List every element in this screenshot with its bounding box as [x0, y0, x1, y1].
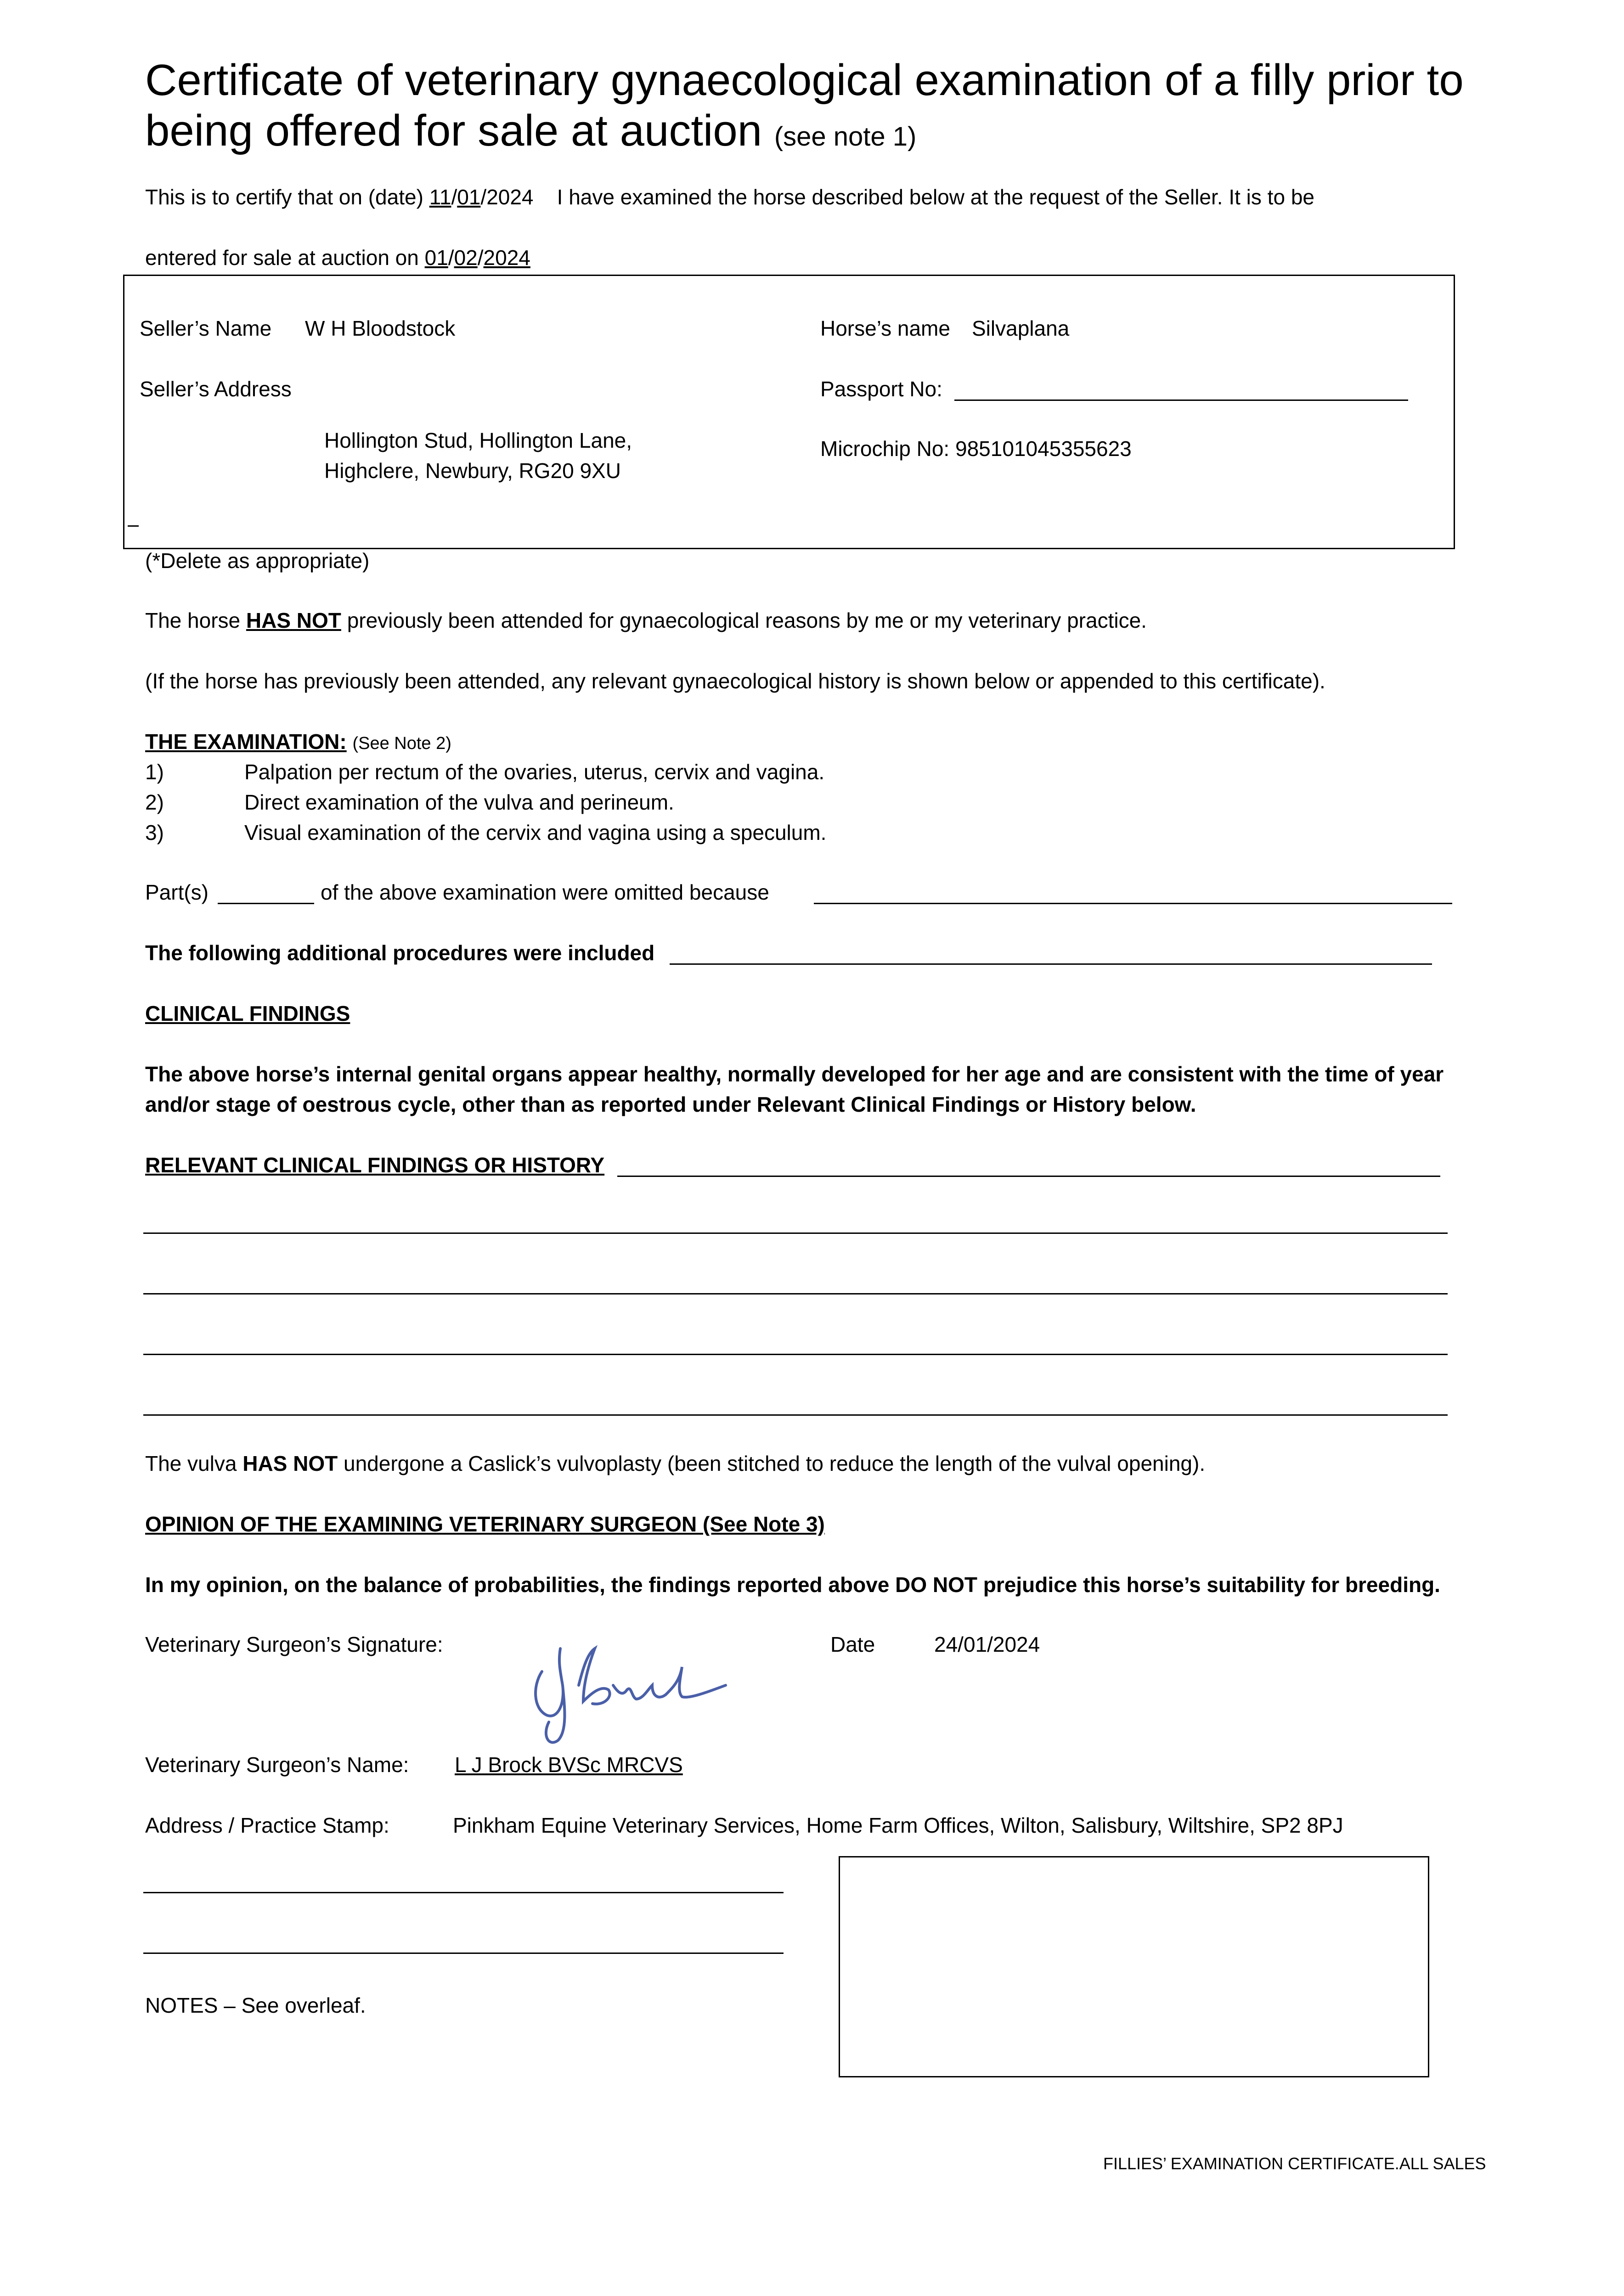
surgeon-name-label: Veterinary Surgeon’s Name:: [145, 1753, 409, 1777]
date-slash: /: [451, 185, 457, 209]
passport-line[interactable]: [954, 400, 1408, 401]
title-line-2: [145, 106, 1592, 162]
exam-date-year: 2024: [486, 185, 534, 209]
examination-heading-text: THE EXAMINATION:: [145, 730, 347, 754]
practice-address-value[interactable]: Pinkham Equine Veterinary Services, Home Farm Offices, Wilton, Salisbury, Wiltshire, SP2 8PJ: [453, 1813, 1343, 1837]
relevant-findings-line-4[interactable]: [143, 1414, 1448, 1416]
delete-note: (*Delete as appropriate): [145, 549, 370, 573]
omitted-pre: Part(s): [145, 880, 209, 904]
exam-item-1-text: Palpation per rectum of the ovaries, uterus, cervix and vagina.: [244, 760, 825, 784]
attended-statement: [145, 606, 1147, 635]
horse-name-label: Horse’s name: [820, 316, 950, 340]
footer: FILLIES’ EXAMINATION CERTIFICATE.ALL SALES: [1103, 2154, 1486, 2173]
date-value[interactable]: 24/01/2024: [934, 1632, 1040, 1656]
auction-date-day: 01: [424, 246, 448, 270]
microchip-label-text: Microchip No:: [820, 437, 950, 461]
title-note: (see note 1): [774, 122, 917, 152]
address-line-1[interactable]: [143, 1892, 784, 1893]
intro-part2: I have examined the horse described below at the request of the Seller. It is to be: [557, 185, 1314, 209]
date-slash: /: [480, 185, 487, 209]
examination-heading: [145, 727, 451, 756]
horse-name-value[interactable]: Silvaplana: [972, 316, 1070, 340]
auction-date-year: 2024: [483, 246, 530, 270]
exam-item-2-num: 2): [145, 790, 164, 814]
attended-pre: The horse: [145, 608, 241, 632]
opinion-heading: OPINION OF THE EXAMINING VETERINARY SURGEON (See Note 3): [145, 1512, 825, 1536]
exam-date-month: 01: [457, 185, 481, 209]
seller-name-value[interactable]: W H Bloodstock: [305, 316, 456, 340]
relevant-findings-line-3[interactable]: [143, 1354, 1448, 1355]
intro-line-1: [145, 183, 1314, 211]
relevant-findings-line-2[interactable]: [143, 1293, 1448, 1294]
title-line-2-text: being offered for sale at auction: [145, 106, 762, 155]
vulva-value: HAS NOT: [242, 1452, 338, 1475]
seller-address-line-2[interactable]: Highclere, Newbury, RG20 9XU: [324, 459, 621, 483]
omitted-mid: of the above examination were omitted because: [321, 880, 769, 904]
clinical-findings-heading: CLINICAL FINDINGS: [145, 1002, 350, 1025]
microchip-label: [820, 434, 1132, 463]
exam-item-1-num: 1): [145, 760, 164, 784]
omitted-reason-line[interactable]: [814, 903, 1452, 904]
relevant-findings-line-0[interactable]: [617, 1176, 1440, 1177]
notes: NOTES – See overleaf.: [145, 1993, 366, 2017]
practice-address-label: Address / Practice Stamp:: [145, 1813, 389, 1837]
attended-note: (If the horse has previously been attended, any relevant gynaecological history is shown below or appended to this certificate).: [145, 669, 1325, 693]
vulva-pre: The vulva: [145, 1452, 237, 1475]
examination-note: (See Note 2): [352, 734, 451, 753]
omitted-parts-line[interactable]: [218, 903, 314, 904]
signature-image: [514, 1616, 735, 1754]
box-mark: [128, 525, 139, 527]
intro-part1: This is to certify that on (date): [145, 185, 423, 209]
attended-value: HAS NOT: [246, 608, 341, 632]
seller-address-label: Seller’s Address: [140, 377, 292, 401]
intro-line-2: [145, 243, 530, 272]
exam-date-day: 11: [429, 185, 451, 209]
opinion-statement: In my opinion, on the balance of probabilities, the findings reported above DO NOT prejudice this horse’s suitability for breeding.: [145, 1573, 1440, 1597]
date-label: Date: [830, 1632, 875, 1656]
attended-post: previously been attended for gynaecological reasons by me or my veterinary practice.: [347, 608, 1147, 632]
clinical-statement-line-2: and/or stage of oestrous cycle, other than as reported under Relevant Clinical Findings or History below.: [145, 1092, 1196, 1116]
address-line-2[interactable]: [143, 1953, 784, 1954]
microchip-value[interactable]: 985101045355623: [955, 437, 1132, 461]
additional-procedures-label: The following additional procedures were included: [145, 941, 655, 965]
exam-item-2-text: Direct examination of the vulva and perineum.: [244, 790, 674, 814]
intro-part3: entered for sale at auction on: [145, 246, 419, 270]
document-title: [145, 55, 1592, 162]
clinical-statement-line-1: The above horse’s internal genital organs appear healthy, normally developed for her age and are consistent with the time of year: [145, 1062, 1444, 1086]
exam-item-3-text: Visual examination of the cervix and vagina using a speculum.: [244, 821, 827, 844]
title-line-1: Certificate of veterinary gynaecological examination of a filly prior to: [145, 56, 1464, 105]
practice-stamp-box: [839, 1856, 1429, 2077]
surgeon-name-value[interactable]: L J Brock BVSc MRCVS: [455, 1753, 683, 1777]
signature-label: Veterinary Surgeon’s Signature:: [145, 1632, 443, 1656]
seller-name-label: Seller’s Name: [140, 316, 272, 340]
additional-procedures-line[interactable]: [670, 963, 1432, 965]
seller-address-line-1[interactable]: Hollington Stud, Hollington Lane,: [324, 428, 632, 452]
auction-date-month: 02: [454, 246, 478, 270]
vulva-post: undergone a Caslick’s vulvoplasty (been stitched to reduce the length of the vulval opening).: [344, 1452, 1206, 1475]
passport-label: Passport No:: [820, 377, 942, 401]
vulva-statement: [145, 1449, 1205, 1478]
relevant-findings-heading: RELEVANT CLINICAL FINDINGS OR HISTORY: [145, 1153, 605, 1177]
relevant-findings-line-1[interactable]: [143, 1232, 1448, 1234]
date-slash: /: [448, 246, 454, 270]
date-slash: /: [477, 246, 484, 270]
exam-item-3-num: 3): [145, 821, 164, 844]
